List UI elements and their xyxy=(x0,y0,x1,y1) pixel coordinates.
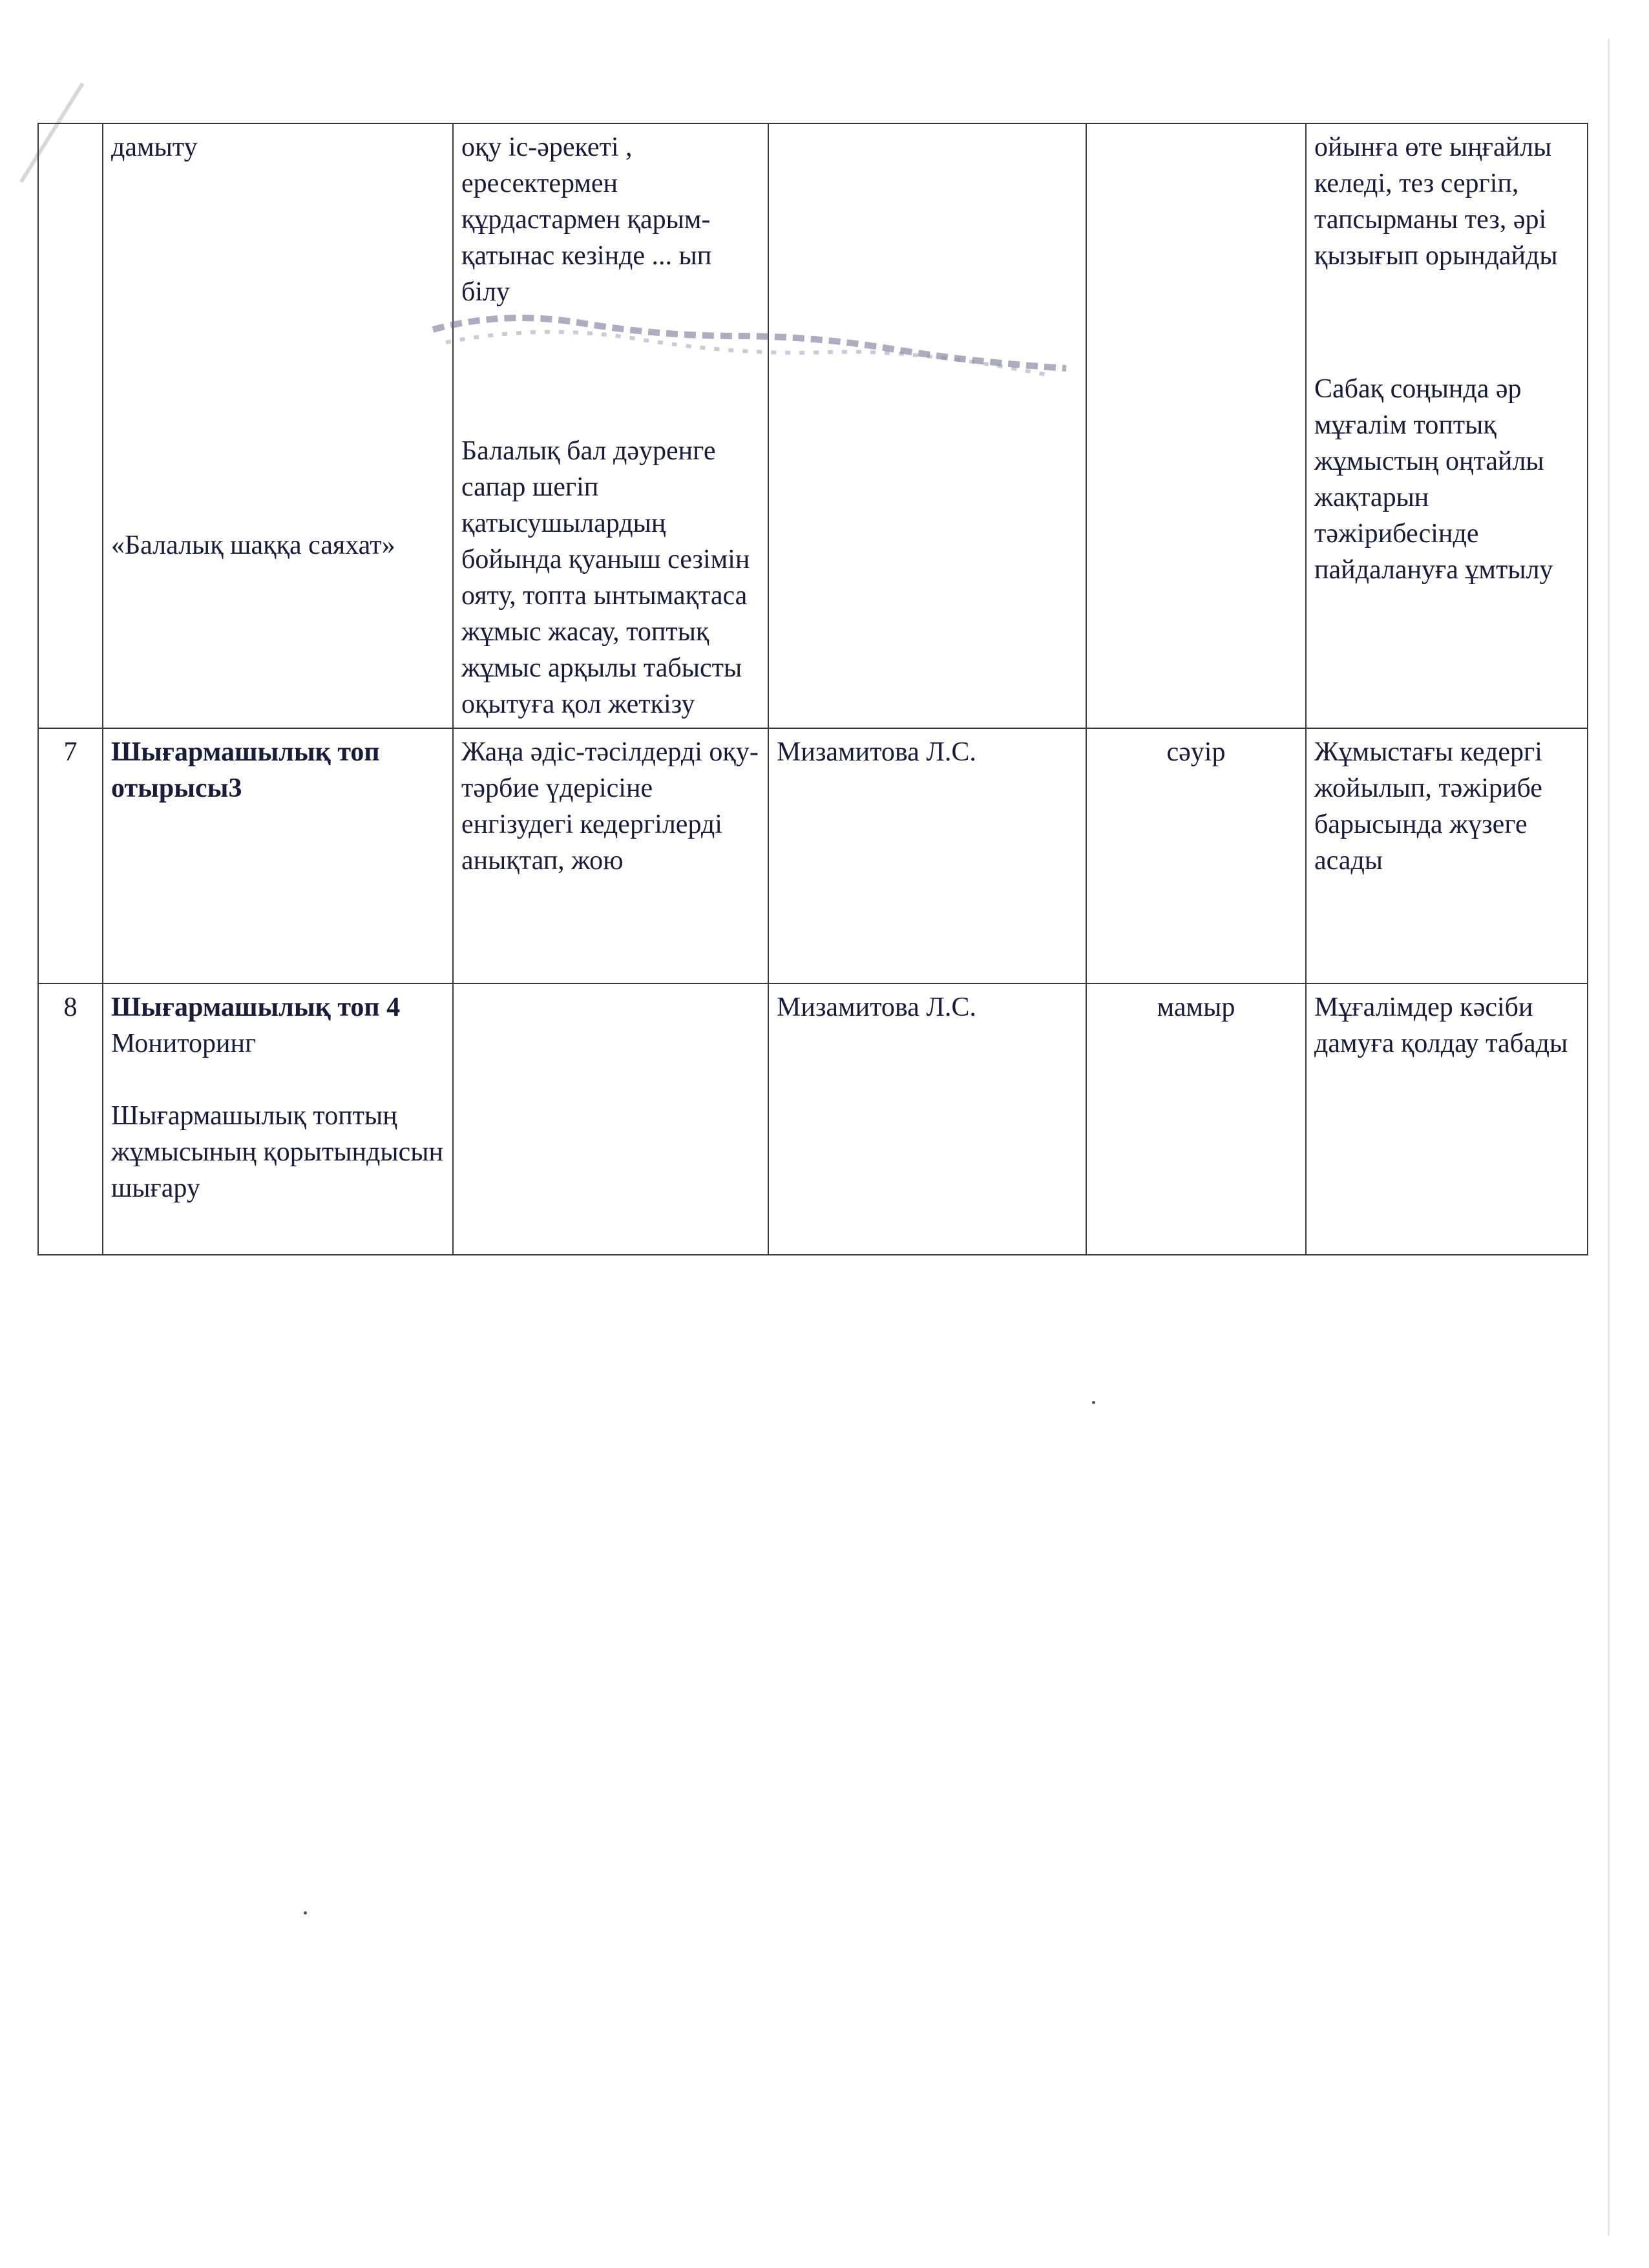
table-row-7 xyxy=(38,728,1588,983)
row-number-cell xyxy=(38,123,103,728)
month-cell xyxy=(1086,123,1306,728)
goal-cell xyxy=(453,983,768,1255)
row-number-cell xyxy=(38,983,103,1255)
event-cell xyxy=(103,123,453,728)
responsible-cell xyxy=(768,983,1086,1255)
result-text-bottom: Сабақ соңында әр мұғалім топтық жұмыстың оңтайлы жақтарын тәжірибесінде пайдалануға ұмтылу xyxy=(1314,374,1553,585)
row-number: 7 xyxy=(63,737,78,767)
row-number-cell xyxy=(38,728,103,983)
result-text: Жұмыстағы кедергі жойылып, тәжірибе барысында жүзеге асады xyxy=(1314,737,1542,876)
table-row-continued xyxy=(38,123,1588,728)
result-cell xyxy=(1306,983,1588,1255)
result-cell xyxy=(1306,728,1588,983)
table-row-8 xyxy=(38,983,1588,1255)
event-title: Шығармашылық топ 4 xyxy=(111,992,401,1022)
event-cell xyxy=(103,728,453,983)
event-text-top: дамыту xyxy=(111,132,198,162)
responsible-cell xyxy=(768,123,1086,728)
goal-text-bottom: Балалық бал дәуренге сапар шегіп қатысушылардың бойында қуаныш сезімін ояту, топта ынтымақтаса жұмыс жасау, топтық жұмыс арқылы табысты оқытуға қол жеткізу xyxy=(461,436,750,719)
goal-cell xyxy=(453,123,768,728)
scan-speck xyxy=(1092,1401,1095,1404)
responsible-text: Мизамитова Л.С. xyxy=(777,992,976,1022)
scan-speck xyxy=(304,1911,307,1915)
event-cell xyxy=(103,983,453,1255)
event-title: Шығармашылық топ отырысы3 xyxy=(111,737,380,803)
goal-text: Жаңа әдіс-тәсілдерді оқу-тәрбие үдерісіне енгізудегі кедергілерді анықтап, жою xyxy=(461,737,759,876)
row-number: 8 xyxy=(63,992,78,1022)
month-text: сәуір xyxy=(1166,737,1226,767)
plan-table xyxy=(37,123,1588,1255)
responsible-cell xyxy=(768,728,1086,983)
month-cell xyxy=(1086,728,1306,983)
goal-text-top: оқу іс-әрекеті , ересектермен құрдастармен қарым-қатынас кезінде ... ып білу xyxy=(461,132,712,307)
month-text: мамыр xyxy=(1157,992,1235,1022)
goal-cell xyxy=(453,728,768,983)
result-text: Мұғалімдер кәсіби дамуға қолдау табады xyxy=(1314,992,1568,1058)
event-title: «Балалық шаққа саяхат» xyxy=(111,530,395,560)
result-cell xyxy=(1306,123,1588,728)
result-text-top: ойынға өте ыңғайлы келеді, тез сергіп, тапсырманы тез, әрі қызығып орындайды xyxy=(1314,132,1558,271)
responsible-text: Мизамитова Л.С. xyxy=(777,737,976,767)
month-cell xyxy=(1086,983,1306,1255)
event-description: Шығармашылық топтың жұмысының қорытындысын шығару xyxy=(111,1101,443,1203)
event-subtitle: Мониторинг xyxy=(111,1029,257,1058)
scan-right-edge xyxy=(1608,39,1610,2236)
